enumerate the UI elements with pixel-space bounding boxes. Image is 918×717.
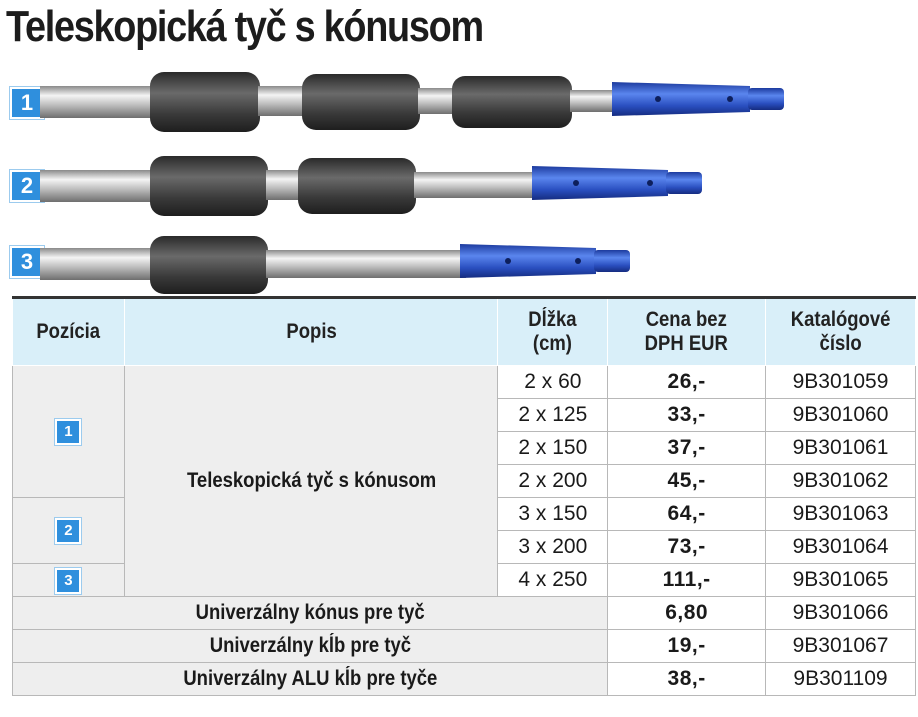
header-catalog: Katalógové číslo [766,298,916,366]
position-cell-3 [13,564,125,597]
catalog-cell: 9B301066 [766,597,916,630]
extra-description: Univerzálny ALU kĺb pre tyče [13,663,608,696]
catalog-cell: 9B301060 [766,399,916,432]
table-row [13,597,916,630]
catalog-cell: 9B301059 [766,366,916,399]
header-length: Dĺžka (cm) [498,298,608,366]
catalog-cell: 9B301062 [766,465,916,498]
pole-3-badge: 3 [10,246,44,278]
catalog-cell: 9B301067 [766,630,916,663]
price-cell: 38,- [608,663,766,696]
table-row [13,663,916,696]
catalog-cell: 9B301065 [766,564,916,597]
catalog-cell: 9B301061 [766,432,916,465]
price-cell: 33,- [608,399,766,432]
price-table [12,296,916,696]
catalog-cell: 9B301109 [766,663,916,696]
length-cell: 2 x 60 [498,366,608,399]
position-cell-1 [13,366,125,498]
header-position: Pozícia [13,298,125,366]
extra-description: Univerzálny kĺb pre tyč [13,630,608,663]
header-price: Cena bez DPH EUR [608,298,766,366]
header-description: Popis [124,298,497,366]
price-cell: 73,- [608,531,766,564]
length-cell: 3 x 150 [498,498,608,531]
table-row [13,630,916,663]
position-badge-2: 2 [55,518,81,544]
table-header-row [13,298,916,366]
pole-3-image [0,228,800,298]
price-cell: 19,- [608,630,766,663]
price-cell: 26,- [608,366,766,399]
position-cell-2 [13,498,125,564]
price-cell: 111,- [608,564,766,597]
price-cell: 64,- [608,498,766,531]
price-cell: 6,80 [608,597,766,630]
position-badge-3: 3 [55,568,81,594]
pole-1-image [0,66,800,136]
length-cell: 4 x 250 [498,564,608,597]
price-cell: 37,- [608,432,766,465]
extra-description: Univerzálny kónus pre tyč [13,597,608,630]
pole-2-badge: 2 [10,170,44,202]
length-cell: 2 x 200 [498,465,608,498]
catalog-cell: 9B301064 [766,531,916,564]
length-cell: 3 x 200 [498,531,608,564]
page-title: Teleskopická tyč s kónusom [6,2,483,51]
table-row [13,366,916,399]
pole-2-image [0,150,800,220]
price-cell: 45,- [608,465,766,498]
pole-1-badge: 1 [10,87,44,119]
length-cell: 2 x 125 [498,399,608,432]
length-cell: 2 x 150 [498,432,608,465]
group-description: Teleskopická tyč s kónusom [124,366,497,597]
catalog-cell: 9B301063 [766,498,916,531]
position-badge-1: 1 [55,419,81,445]
